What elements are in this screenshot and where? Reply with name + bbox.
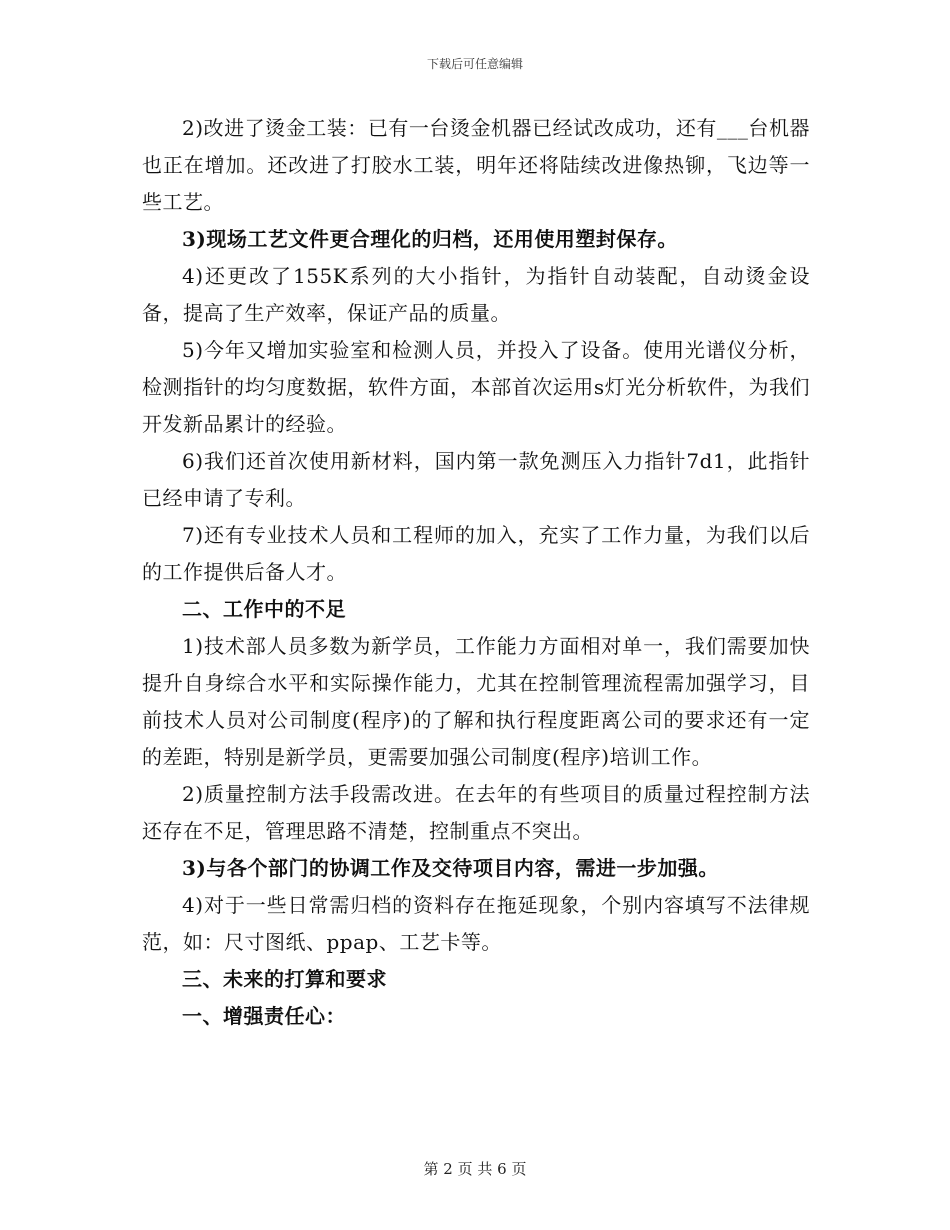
section-heading-shortcomings: 二、工作中的不足 [182,597,346,621]
paragraph-laboratory: 5)今年又增加实验室和检测人员，并投入了设备。使用光谱仪分析，检测指针的均匀度数据，软件方面，本部首次运用s灯光分析软件，为我们开发新品累计的经验。 [142,338,810,436]
section-heading-future-plans: 三、未来的打算和要求 [182,967,387,991]
paragraph-archiving: 4)对于一些日常需归档的资料存在拖延现象，个别内容填写不法律规范，如：尺寸图纸、ppap、工艺卡等。 [142,893,810,954]
page-number: 第 2 页 共 6 页 [423,1160,527,1178]
document-body [142,110,810,1035]
paragraph-quality-control: 2)质量控制方法手段需改进。在去年的有些项目的质量过程控制方法还存在不足，管理思路不清楚，控制重点不突出。 [142,782,810,843]
paragraph-155k-pointer: 4)还更改了155K系列的大小指针，为指针自动装配，自动烫金设备，提高了生产效率，保证产品的质量。 [142,264,810,325]
subheading-responsibility: 一、增强责任心： [182,1004,346,1028]
paragraph-engineers: 7)还有专业技术人员和工程师的加入，充实了工作力量，为我们以后的工作提供后备人才。 [142,523,810,584]
page-header: 下载后可任意编辑 [426,57,523,71]
paragraph-new-trainees: 1)技术部人员多数为新学员，工作能力方面相对单一，我们需要加快提升自身综合水平和实际操作能力，尤其在控制管理流程需加强学习，目前技术人员对公司制度(程序)的了解和执行程度距离公司的要求还有一定的差距，特别是新学员，更需要加强公司制度(程序)培训工作。 [142,634,810,769]
paragraph-improve-gilding: 2)改进了烫金工装：已有一台烫金机器已经试改成功，还有___台机器也正在增加。还改进了打胶水工装，明年还将陆续改进像热铆，飞边等一些工艺。 [142,116,810,214]
paragraph-process-files: 3)现场工艺文件更合理化的归档，还用使用塑封保存。 [182,227,678,251]
paragraph-new-material: 6)我们还首次使用新材料，国内第一款免测压入力指针7d1，此指针已经申请了专利。 [142,449,810,510]
paragraph-coordination: 3)与各个部门的协调工作及交待项目内容，需进一步加强。 [182,856,719,880]
